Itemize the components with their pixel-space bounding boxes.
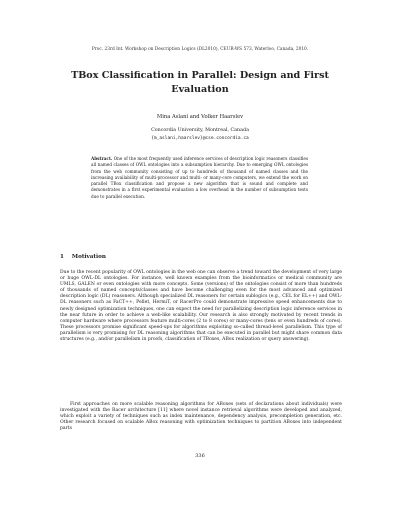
abstract-label: Abstract.: [91, 156, 113, 161]
paper-title: [0, 69, 400, 97]
abstract: [91, 156, 308, 200]
title-line: Evaluation: [171, 84, 229, 95]
affiliation-block: [0, 127, 400, 142]
author-email: {m_aslani,haarslev}@cse.concordia.ca: [151, 135, 249, 141]
abstract-text: One of the most frequently used inference services of description logic reasoners classifies all named classes of OWL ontologies into a subsumption hierarchy. Due to emerging OWL ontologies from the web community consisting of up to hundreds of thousand of named classes and the increasing availability of multi-processor and multi- or many-core computers, we extend the work on parallel TBox classification and propose a new algorithm that is sound and complete and demonstrates in a first experimental evaluation a low overhead in the number of subsumption tests due to parallel execution.: [91, 156, 308, 199]
body-paragraph: First approaches on more scalable reasoning algorithms for ABoxes (sets of declarations about individuals) were investigated with the Racer architecture [11] where novel instance retrieval algorithms were developed and analyzed, which exploit a variety of techniques such as index maintenance, dependency analysis, precompletion generation, etc. Other research focused on scalable ABox reasoning with optimization techniques to partition ABoxes into independent parts: [60, 402, 342, 432]
affiliation: Concordia University, Montreal, Canada: [151, 128, 249, 133]
body-paragraph: Due to the recent popularity of OWL ontologies in the web one can observe a trend toward the development of very large or huge OWL-DL ontologies. For instance, well known examples from the bioinformatics or medical community are UMLS, GALEN or even ontologies with more concepts. Some (versions) of the ontologies consist of more than hundreds of thousands of named concepts/classes and have become challenging even for the most advanced and optimized description logic (DL) reasoners. Although specialized DL reasoners for certain sublogics (e.g., CEL for EL++) and OWL-DL reasoners such as FaCT++, Pellet, HermiT, or RacerPro could demonstrate impressive speed enhancements due to newly designed optimization techniques, one can expect the need for parallelizing description logic inference services in the near future in order to achieve a web-like scalability. Our research is also strongly motivated by recent trends in computer hardware where processors feature multi-cores (2 to 8 cores) or many-cores (tens or even hundreds of cores). These processors promise significant speed-ups for algorithms exploiting so-called thread-level parallelism. This type of parallelism is very promising for DL reasoning algorithms that can be executed in parallel but might share common data structures (e.g., and/or parallelism in proofs, classification of TBoxes, ABox realization or query answering).: [60, 270, 342, 343]
section-number: 1: [60, 254, 64, 260]
section-heading: [60, 254, 106, 260]
title-line: TBox Classification in Parallel: Design and First: [71, 70, 329, 81]
section-title: Motivation: [71, 254, 106, 260]
author-list: Mina Aslani and Volker Haarslev: [156, 114, 244, 120]
page-number: 336: [195, 453, 205, 459]
proceedings-header: Proc. 23rd Int. Workshop on Description Logics (DL2010), CEUR-WS 573, Waterloo, Canada, 2010.: [91, 47, 309, 52]
